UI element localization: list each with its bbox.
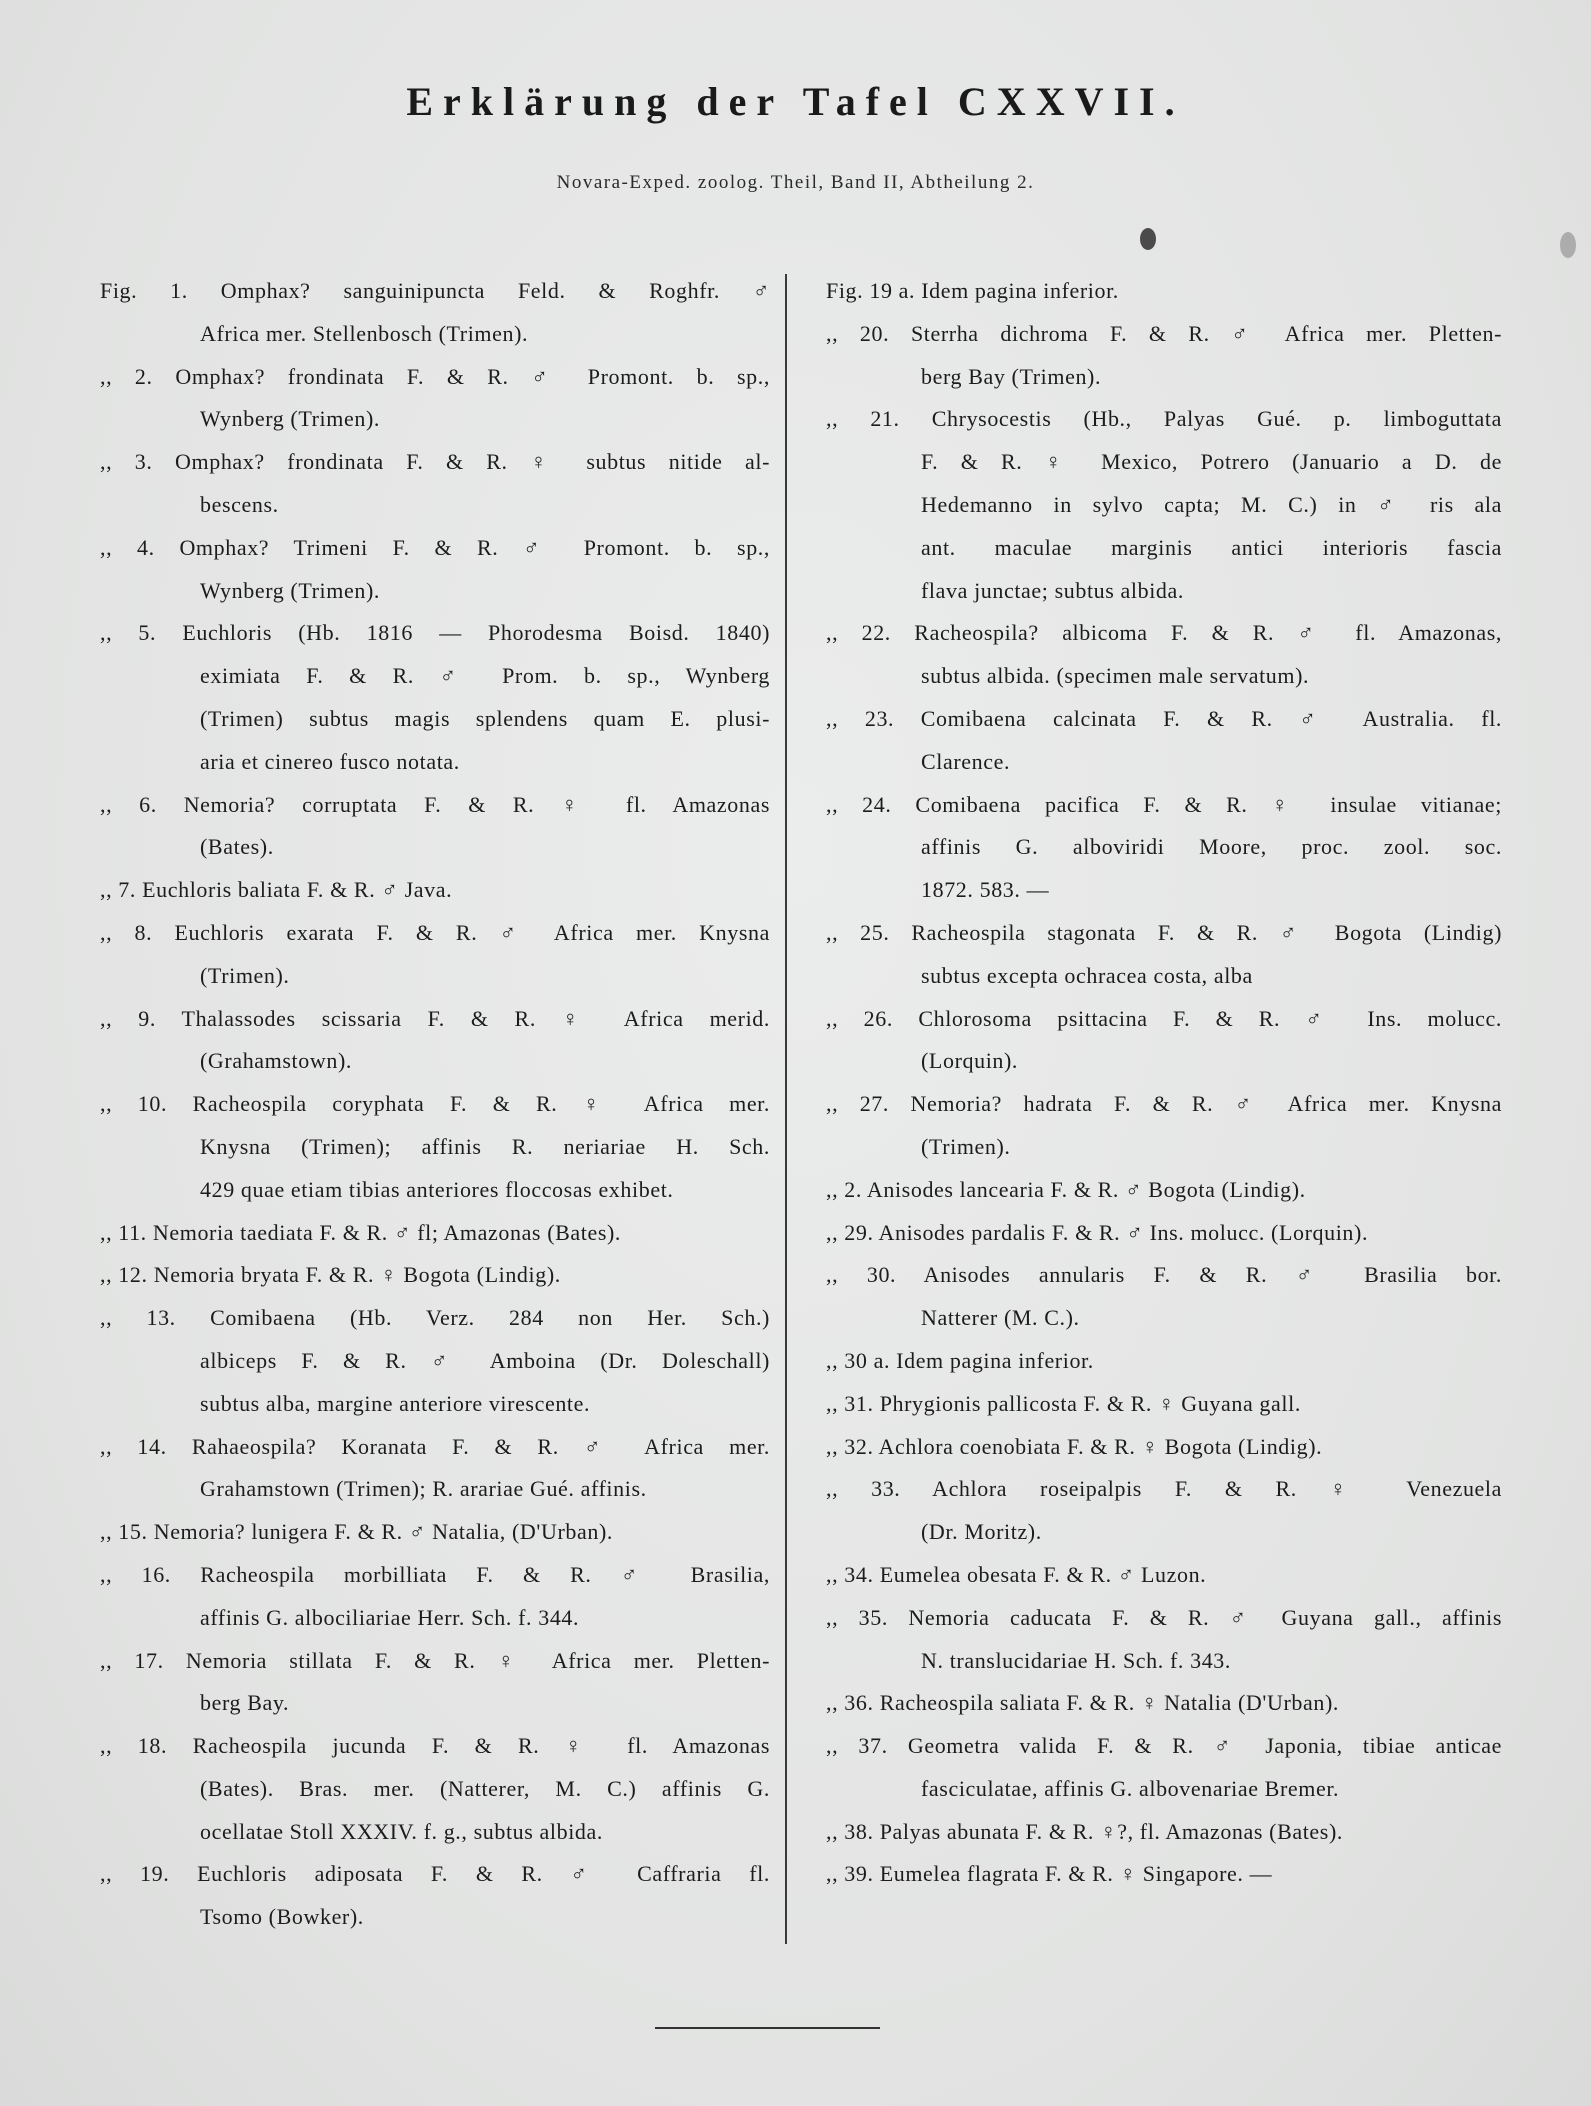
entry-continuation-line: berg Bay. (200, 1690, 290, 1716)
entry-first-line: ,, 8. Euchloris exarata F. & R. ♂ Africa mer. Knysna (100, 919, 770, 945)
entry-continuation-line: (Trimen) subtus magis splendens quam E. plusi- (200, 705, 770, 731)
entry-first-line: ,, 39. Eumelea flagrata F. & R. ♀ Singapore. — (826, 1861, 1273, 1887)
figure-entry (100, 1426, 770, 1512)
entry-first-line: ,, 11. Nemoria taediata F. & R. ♂ fl; Amazonas (Bates). (100, 1219, 622, 1245)
entry-continuation-line: (Dr. Moritz). (921, 1519, 1042, 1545)
figure-entry (826, 270, 1502, 313)
page-title: Erklärung der Tafel CXXVII. (406, 79, 1185, 124)
entry-continuation-line: Natterer (M. C.). (921, 1305, 1080, 1331)
figure-entry (826, 1212, 1502, 1255)
figure-entry (100, 270, 770, 356)
entry-first-line: ,, 14. Rahaeospila? Koranata F. & R. ♂ Africa mer. (100, 1433, 770, 1459)
entry-first-line: ,, 12. Nemoria bryata F. & R. ♀ Bogota (Lindig). (100, 1262, 561, 1288)
entry-continuation-line: Knysna (Trimen); affinis R. neriariae H. Sch. (200, 1133, 770, 1159)
figure-entry (100, 1853, 770, 1939)
entry-first-line: ,, 15. Nemoria? lunigera F. & R. ♂ Natalia, (D'Urban). (100, 1519, 613, 1545)
figure-entry (826, 1468, 1502, 1554)
entry-first-line: ,, 5. Euchloris (Hb. 1816 — Phorodesma Boisd. 1840) (100, 620, 770, 646)
entry-continuation-line: F. & R. ♀ Mexico, Potrero (Januario a D. de (921, 449, 1502, 475)
entry-first-line: ,, 19. Euchloris adiposata F. & R. ♂ Caffraria fl. (100, 1861, 770, 1887)
entry-continuation-line: 1872. 583. — (921, 877, 1050, 903)
figure-entry (100, 1254, 770, 1297)
page-subtitle: Novara-Exped. zoolog. Theil, Band II, Abtheilung 2. (556, 172, 1035, 193)
entry-first-line: ,, 33. Achlora roseipalpis F. & R. ♀ Venezuela (826, 1476, 1502, 1502)
figure-entry (826, 1725, 1502, 1811)
entry-first-line: ,, 35. Nemoria caducata F. & R. ♂ Guyana gall., affinis (826, 1604, 1502, 1630)
entry-first-line: ,, 2. Omphax? frondinata F. & R. ♂ Promont. b. sp., (100, 363, 770, 389)
figure-entry (100, 612, 770, 783)
figure-entry (826, 784, 1502, 912)
entry-first-line: ,, 3. Omphax? frondinata F. & R. ♀ subtus nitide al- (100, 449, 770, 475)
figure-entry (826, 1083, 1502, 1169)
figure-entry (826, 1340, 1502, 1383)
figure-entry (100, 1297, 770, 1425)
entry-continuation-line: affinis G. albociliariae Herr. Sch. f. 344. (200, 1604, 580, 1630)
entry-first-line: ,, 10. Racheospila coryphata F. & R. ♀ Africa mer. (100, 1091, 770, 1117)
figure-entry (826, 1811, 1502, 1854)
figure-entry (826, 912, 1502, 998)
entry-first-line: ,, 13. Comibaena (Hb. Verz. 284 non Her. Sch.) (100, 1305, 770, 1331)
entry-continuation-line: bescens. (200, 491, 279, 517)
entry-continuation-line: 429 quae etiam tibias anteriores floccosas exhibet. (200, 1176, 674, 1202)
figure-entry (826, 698, 1502, 784)
figure-entry (826, 313, 1502, 399)
entry-first-line: ,, 34. Eumelea obesata F. & R. ♂ Luzon. (826, 1561, 1207, 1587)
entry-first-line: Fig. 1. Omphax? sanguinipuncta Feld. & Roghfr. ♂ (100, 278, 770, 303)
entry-first-line: ,, 2. Anisodes lancearia F. & R. ♂ Bogota (Lindig). (826, 1176, 1306, 1202)
figure-entry (100, 356, 770, 442)
column-divider (785, 274, 787, 1944)
entry-first-line: ,, 30 a. Idem pagina inferior. (826, 1347, 1094, 1373)
entry-continuation-line: N. translucidariae H. Sch. f. 343. (921, 1647, 1231, 1673)
entry-first-line: ,, 22. Racheospila? albicoma F. & R. ♂ fl. Amazonas, (826, 620, 1502, 646)
ink-smudge (1560, 232, 1576, 258)
entry-continuation-line: affinis G. alboviridi Moore, proc. zool. soc. (921, 834, 1502, 860)
figure-entry (826, 1682, 1502, 1725)
figure-entry (100, 998, 770, 1084)
entry-first-line: Fig. 19 a. Idem pagina inferior. (826, 278, 1119, 303)
figure-entry (100, 912, 770, 998)
left-column (100, 270, 770, 1939)
figure-entry (100, 1725, 770, 1853)
entry-first-line: ,, 30. Anisodes annularis F. & R. ♂ Brasilia bor. (826, 1262, 1502, 1288)
figure-entry (100, 1083, 770, 1211)
figure-entry (826, 1254, 1502, 1340)
entry-continuation-line: (Bates). Bras. mer. (Natterer, M. C.) affinis G. (200, 1775, 770, 1801)
entry-continuation-line: fasciculatae, affinis G. albovenariae Bremer. (921, 1775, 1340, 1801)
entry-first-line: ,, 9. Thalassodes scissaria F. & R. ♀ Africa merid. (100, 1005, 770, 1031)
figure-entry (826, 398, 1502, 612)
entry-continuation-line: Wynberg (Trimen). (200, 406, 380, 432)
entry-first-line: ,, 4. Omphax? Trimeni F. & R. ♂ Promont. b. sp., (100, 534, 770, 560)
figure-entry (826, 1383, 1502, 1426)
entry-continuation-line: aria et cinereo fusco notata. (200, 748, 460, 774)
figure-entry (826, 1554, 1502, 1597)
figure-entry (826, 998, 1502, 1084)
right-column (826, 270, 1502, 1896)
entry-first-line: ,, 6. Nemoria? corruptata F. & R. ♀ fl. Amazonas (100, 791, 770, 817)
entry-continuation-line: ant. maculae marginis antici interioris fascia (921, 534, 1502, 560)
entry-continuation-line: (Trimen). (921, 1133, 1011, 1159)
figure-entry (826, 1853, 1502, 1896)
entry-first-line: ,, 25. Racheospila stagonata F. & R. ♂ Bogota (Lindig) (826, 919, 1502, 945)
figure-entry (100, 1554, 770, 1640)
entry-continuation-line: ocellatae Stoll XXXIV. f. g., subtus albida. (200, 1818, 603, 1844)
entry-first-line: ,, 21. Chrysocestis (Hb., Palyas Gué. p. limboguttata (826, 406, 1502, 432)
entry-first-line: ,, 38. Palyas abunata F. & R. ♀?, fl. Amazonas (Bates). (826, 1818, 1343, 1844)
figure-entry (826, 1597, 1502, 1683)
entry-first-line: ,, 27. Nemoria? hadrata F. & R. ♂ Africa mer. Knysna (826, 1091, 1502, 1117)
figure-entry (100, 869, 770, 912)
entry-continuation-line: (Trimen). (200, 962, 290, 988)
entry-continuation-line: Hedemanno in sylvo capta; M. C.) in ♂ ris ala (921, 491, 1502, 517)
entry-first-line: ,, 17. Nemoria stillata F. & R. ♀ Africa mer. Pletten- (100, 1647, 770, 1673)
entry-first-line: ,, 20. Sterrha dichroma F. & R. ♂ Africa mer. Pletten- (826, 320, 1502, 346)
figure-entry (826, 1169, 1502, 1212)
entry-first-line: ,, 31. Phrygionis pallicosta F. & R. ♀ Guyana gall. (826, 1390, 1301, 1416)
entry-continuation-line: Clarence. (921, 748, 1011, 774)
entry-first-line: ,, 32. Achlora coenobiata F. & R. ♀ Bogota (Lindig). (826, 1433, 1323, 1459)
figure-entry (826, 612, 1502, 698)
entry-first-line: ,, 29. Anisodes pardalis F. & R. ♂ Ins. molucc. (Lorquin). (826, 1219, 1369, 1245)
entry-first-line: ,, 23. Comibaena calcinata F. & R. ♂ Australia. fl. (826, 705, 1502, 731)
entry-continuation-line: albiceps F. & R. ♂ Amboina (Dr. Doleschall) (200, 1347, 770, 1373)
entry-continuation-line: subtus excepta ochracea costa, alba (921, 962, 1253, 988)
entry-first-line: ,, 18. Racheospila jucunda F. & R. ♀ fl. Amazonas (100, 1733, 770, 1759)
figure-entry (100, 1212, 770, 1255)
entry-continuation-line: (Grahamstown). (200, 1048, 352, 1074)
figure-entry (100, 527, 770, 613)
entry-continuation-line: subtus albida. (specimen male servatum). (921, 663, 1310, 689)
figure-entry (100, 441, 770, 527)
entry-continuation-line: eximiata F. & R. ♂ Prom. b. sp., Wynberg (200, 663, 770, 689)
entry-continuation-line: Grahamstown (Trimen); R. arariae Gué. affinis. (200, 1476, 647, 1502)
figure-entry (826, 1426, 1502, 1469)
entry-continuation-line: (Lorquin). (921, 1048, 1019, 1074)
entry-first-line: ,, 7. Euchloris baliata F. & R. ♂ Java. (100, 877, 453, 903)
entry-continuation-line: Africa mer. Stellenbosch (Trimen). (200, 320, 529, 346)
entry-continuation-line: Tsomo (Bowker). (200, 1904, 364, 1930)
entry-first-line: ,, 26. Chlorosoma psittacina F. & R. ♂ Ins. molucc. (826, 1005, 1502, 1031)
entry-continuation-line: subtus alba, margine anteriore virescente. (200, 1390, 591, 1416)
entry-first-line: ,, 36. Racheospila saliata F. & R. ♀ Natalia (D'Urban). (826, 1690, 1339, 1716)
entry-first-line: ,, 16. Racheospila morbilliata F. & R. ♂ Brasilia, (100, 1561, 770, 1587)
entry-continuation-line: flava junctae; subtus albida. (921, 577, 1184, 603)
entry-continuation-line: berg Bay (Trimen). (921, 363, 1102, 389)
entry-continuation-line: (Bates). (200, 834, 274, 860)
entry-continuation-line: Wynberg (Trimen). (200, 577, 380, 603)
figure-entry (100, 1640, 770, 1726)
entry-first-line: ,, 24. Comibaena pacifica F. & R. ♀ insulae vitianae; (826, 791, 1502, 817)
figure-entry (100, 1511, 770, 1554)
ink-blot (1140, 228, 1156, 250)
figure-entry (100, 784, 770, 870)
entry-first-line: ,, 37. Geometra valida F. & R. ♂ Japonia, tibiae anticae (826, 1733, 1502, 1759)
bottom-rule (655, 2027, 880, 2029)
